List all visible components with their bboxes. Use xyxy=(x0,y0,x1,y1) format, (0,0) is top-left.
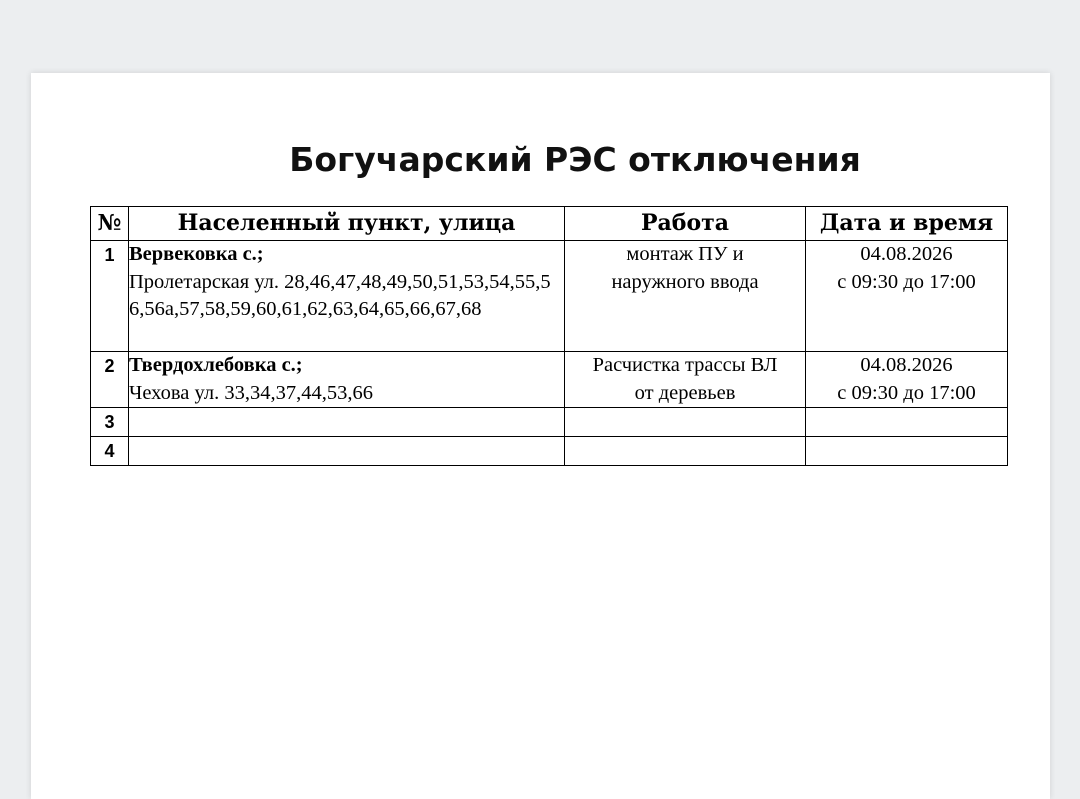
datetime-cell xyxy=(806,352,1008,408)
work-text-line: от деревьев xyxy=(634,381,736,404)
work-cell xyxy=(565,408,806,437)
header-number: № xyxy=(91,207,129,241)
work-cell xyxy=(565,437,806,466)
work-text-line: монтаж ПУ и xyxy=(626,243,744,265)
outage-table xyxy=(90,206,1008,466)
work-cell xyxy=(565,352,806,408)
outage-time: с 09:30 до 17:00 xyxy=(837,381,976,404)
header-datetime: Дата и время xyxy=(806,207,1008,241)
table-row xyxy=(91,352,1008,408)
row-number: 1 xyxy=(91,241,129,352)
outage-time: с 09:30 до 17:00 xyxy=(837,270,976,293)
street-addresses: Чехова ул. 33,34,37,44,53,66 xyxy=(129,381,373,404)
location-cell xyxy=(129,437,565,466)
table-header-row xyxy=(91,207,1008,241)
settlement-name: Вервековка с.; xyxy=(129,243,264,265)
location-cell xyxy=(129,241,565,352)
table-row xyxy=(91,408,1008,437)
location-cell xyxy=(129,352,565,408)
row-number: 4 xyxy=(91,437,129,466)
outage-date: 04.08.2026 xyxy=(860,243,953,265)
street-addresses: Пролетарская ул. 28,46,47,48,49,50,51,53,54,55,56,56а,57,58,59,60,61,62,63,64,65,66,67,68 xyxy=(129,270,551,320)
work-text-line: Расчистка трассы ВЛ xyxy=(592,354,778,376)
datetime-cell xyxy=(806,437,1008,466)
header-location: Населенный пункт, улица xyxy=(129,207,565,241)
table-row xyxy=(91,437,1008,466)
datetime-cell xyxy=(806,241,1008,352)
table-row xyxy=(91,241,1008,352)
work-text-line: наружного ввода xyxy=(611,270,759,293)
work-cell xyxy=(565,241,806,352)
settlement-name: Твердохлебовка с.; xyxy=(129,354,303,376)
header-work: Работа xyxy=(565,207,806,241)
outage-date: 04.08.2026 xyxy=(860,354,953,376)
row-number: 2 xyxy=(91,352,129,408)
location-cell xyxy=(129,408,565,437)
datetime-cell xyxy=(806,408,1008,437)
document-title: Богучарский РЭС отключения xyxy=(289,140,861,179)
row-number: 3 xyxy=(91,408,129,437)
